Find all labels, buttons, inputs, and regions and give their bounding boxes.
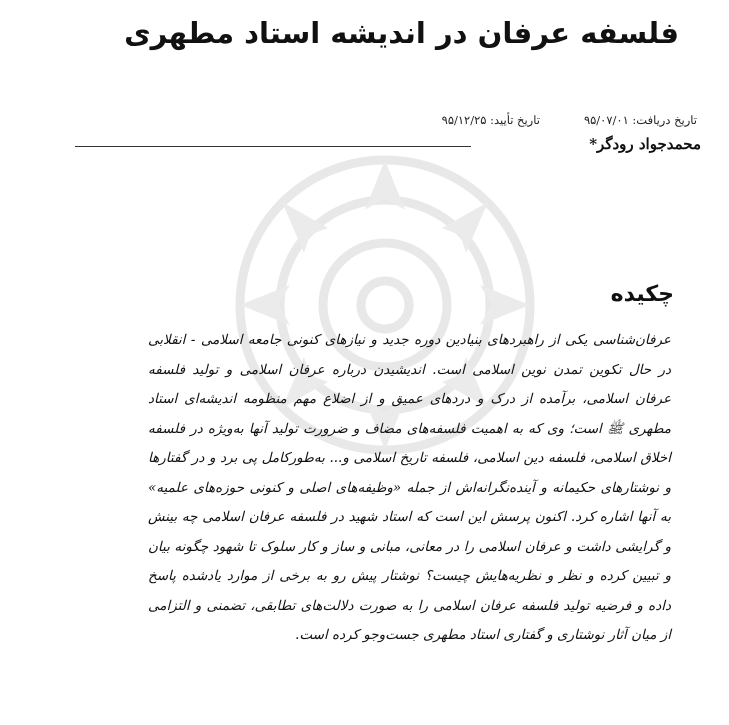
accepted-date: تاریخ تأیید: ۹۵/۱۲/۲۵ [441,113,540,127]
author-divider [75,146,471,147]
received-date: تاریخ دریافت: ۹۵/۰۷/۰۱ [583,113,697,127]
dates-line [442,113,697,127]
abstract-heading: چکیده [610,282,674,307]
author-name: محمدجواد رودگر* [589,135,701,153]
paper-title: فلسفه عرفان در اندیشه استاد مطهری [124,16,679,50]
abstract-body: عرفان‌شناسی یکی از راهبردهای بنیادین دوره جدید و نیازهای کنونی جامعه اسلامی - انقلابی در حال تکوین تمدن نوین اسلامی است. اندیشیدن درباره عرفان اسلامی و تولید فلسفه عرفان اسلامی، برآمده از درک و دردهای عمیق و از اضلاع مهم منظومه اندیشه‌ای استاد مطهری ﷺ است؛ وی که به اهمیت فلسفه‌های مضاف و ضرورت تولید آنها به‌ویژه در فلسفه اخلاق اسلامی، فلسفه دین اسلامی، فلسفه تاریخ اسلامی و... به‌طورکامل پی برد و در گفتارها و نوشتارهای حکیمانه و آینده‌نگرانه‌اش از جمله «وظیفه‌های اصلی و کنونی حوزه‌های علمیه» به آنها اشاره کرد. اکنون پرسش این است که استاد شهید در فلسفه عرفان اسلامی چه بینش و گرایشی داشت و عرفان اسلامی را در معانی، مبانی و ساز و کار سلوک تا شهود چگونه بیان و تبیین کرده و نظر و نظریه‌هایش چیست؟ نوشتار پیش رو به برخی از موارد یادشده پاسخ داده و فرضیه تولید فلسفه عرفان اسلامی را به صورت دلالت‌های تطابقی، تضمنی و التزامی از میان آثار نوشتاری و گفتاری استاد مطهری جست‌وجو کرده است. [148,332,671,643]
author-line [75,135,701,157]
